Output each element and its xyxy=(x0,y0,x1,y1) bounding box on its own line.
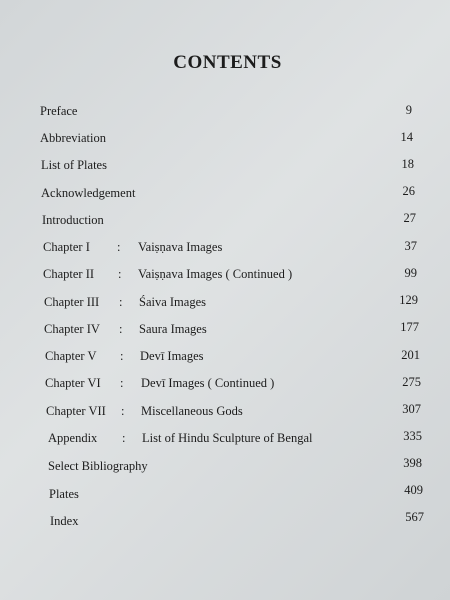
toc-page-abbreviation: 14 xyxy=(400,130,413,144)
toc-page-preface: 9 xyxy=(405,103,412,117)
toc-page-bibliography: 398 xyxy=(403,456,422,470)
toc-title-chapter-4: Saura Images xyxy=(139,322,207,336)
toc-separator: : xyxy=(119,322,123,336)
toc-entry-bibliography: Select Bibliography xyxy=(48,459,148,473)
toc-title-chapter-5: Devī Images xyxy=(140,349,204,363)
toc-page-chapter-1: 37 xyxy=(404,239,417,253)
toc-separator: : xyxy=(120,376,124,390)
toc-separator: : xyxy=(120,349,124,363)
toc-entry-chapter-6: Chapter VI xyxy=(45,376,101,390)
toc-separator: : xyxy=(118,267,122,281)
toc-separator: : xyxy=(122,431,126,445)
toc-entry-chapter-5: Chapter V xyxy=(45,349,97,363)
toc-entry-chapter-4: Chapter IV xyxy=(44,322,100,336)
toc-page-index: 567 xyxy=(405,510,424,524)
toc-page-chapter-6: 275 xyxy=(402,375,421,389)
toc-entry-chapter-3: Chapter III xyxy=(44,295,100,309)
toc-title-chapter-7: Miscellaneous Gods xyxy=(141,404,243,418)
toc-title-chapter-1: Vaiṣṇava Images xyxy=(138,240,223,254)
toc-page-chapter-7: 307 xyxy=(402,402,421,416)
toc-entry-list-of-plates: List of Plates xyxy=(41,158,107,172)
toc-entry-appendix: Appendix xyxy=(48,431,98,445)
toc-separator: : xyxy=(117,240,121,254)
toc-separator: : xyxy=(119,295,123,309)
toc-title-appendix: List of Hindu Sculpture of Bengal xyxy=(142,431,313,445)
page-title: CONTENTS xyxy=(173,52,282,73)
toc-entry-introduction: Introduction xyxy=(42,213,104,227)
toc-page-acknowledgement: 26 xyxy=(402,184,415,198)
toc-title-chapter-2: Vaiṣṇava Images ( Continued ) xyxy=(138,267,293,281)
toc-page-chapter-5: 201 xyxy=(401,348,420,362)
toc-title-chapter-3: Śaiva Images xyxy=(139,295,206,309)
toc-page-appendix: 335 xyxy=(403,429,422,443)
toc-page-plates: 409 xyxy=(404,483,423,497)
toc-page-chapter-4: 177 xyxy=(400,320,419,334)
toc-page-introduction: 27 xyxy=(403,211,416,225)
toc-entry-acknowledgement: Acknowledgement xyxy=(41,186,136,200)
toc-entry-preface: Preface xyxy=(40,104,78,118)
toc-entry-index: Index xyxy=(50,514,79,528)
toc-separator: : xyxy=(121,404,125,418)
toc-page-list-of-plates: 18 xyxy=(401,157,414,171)
toc-entry-chapter-2: Chapter II xyxy=(43,267,95,281)
toc-page-chapter-3: 129 xyxy=(399,293,418,307)
toc-title-chapter-6: Devī Images ( Continued ) xyxy=(141,376,275,390)
toc-entry-plates: Plates xyxy=(49,487,79,501)
toc-page-chapter-2: 99 xyxy=(404,266,417,280)
toc-entry-abbreviation: Abbreviation xyxy=(40,131,106,145)
toc-entry-chapter-1: Chapter I xyxy=(43,240,90,254)
toc-entry-chapter-7: Chapter VII xyxy=(46,404,106,418)
